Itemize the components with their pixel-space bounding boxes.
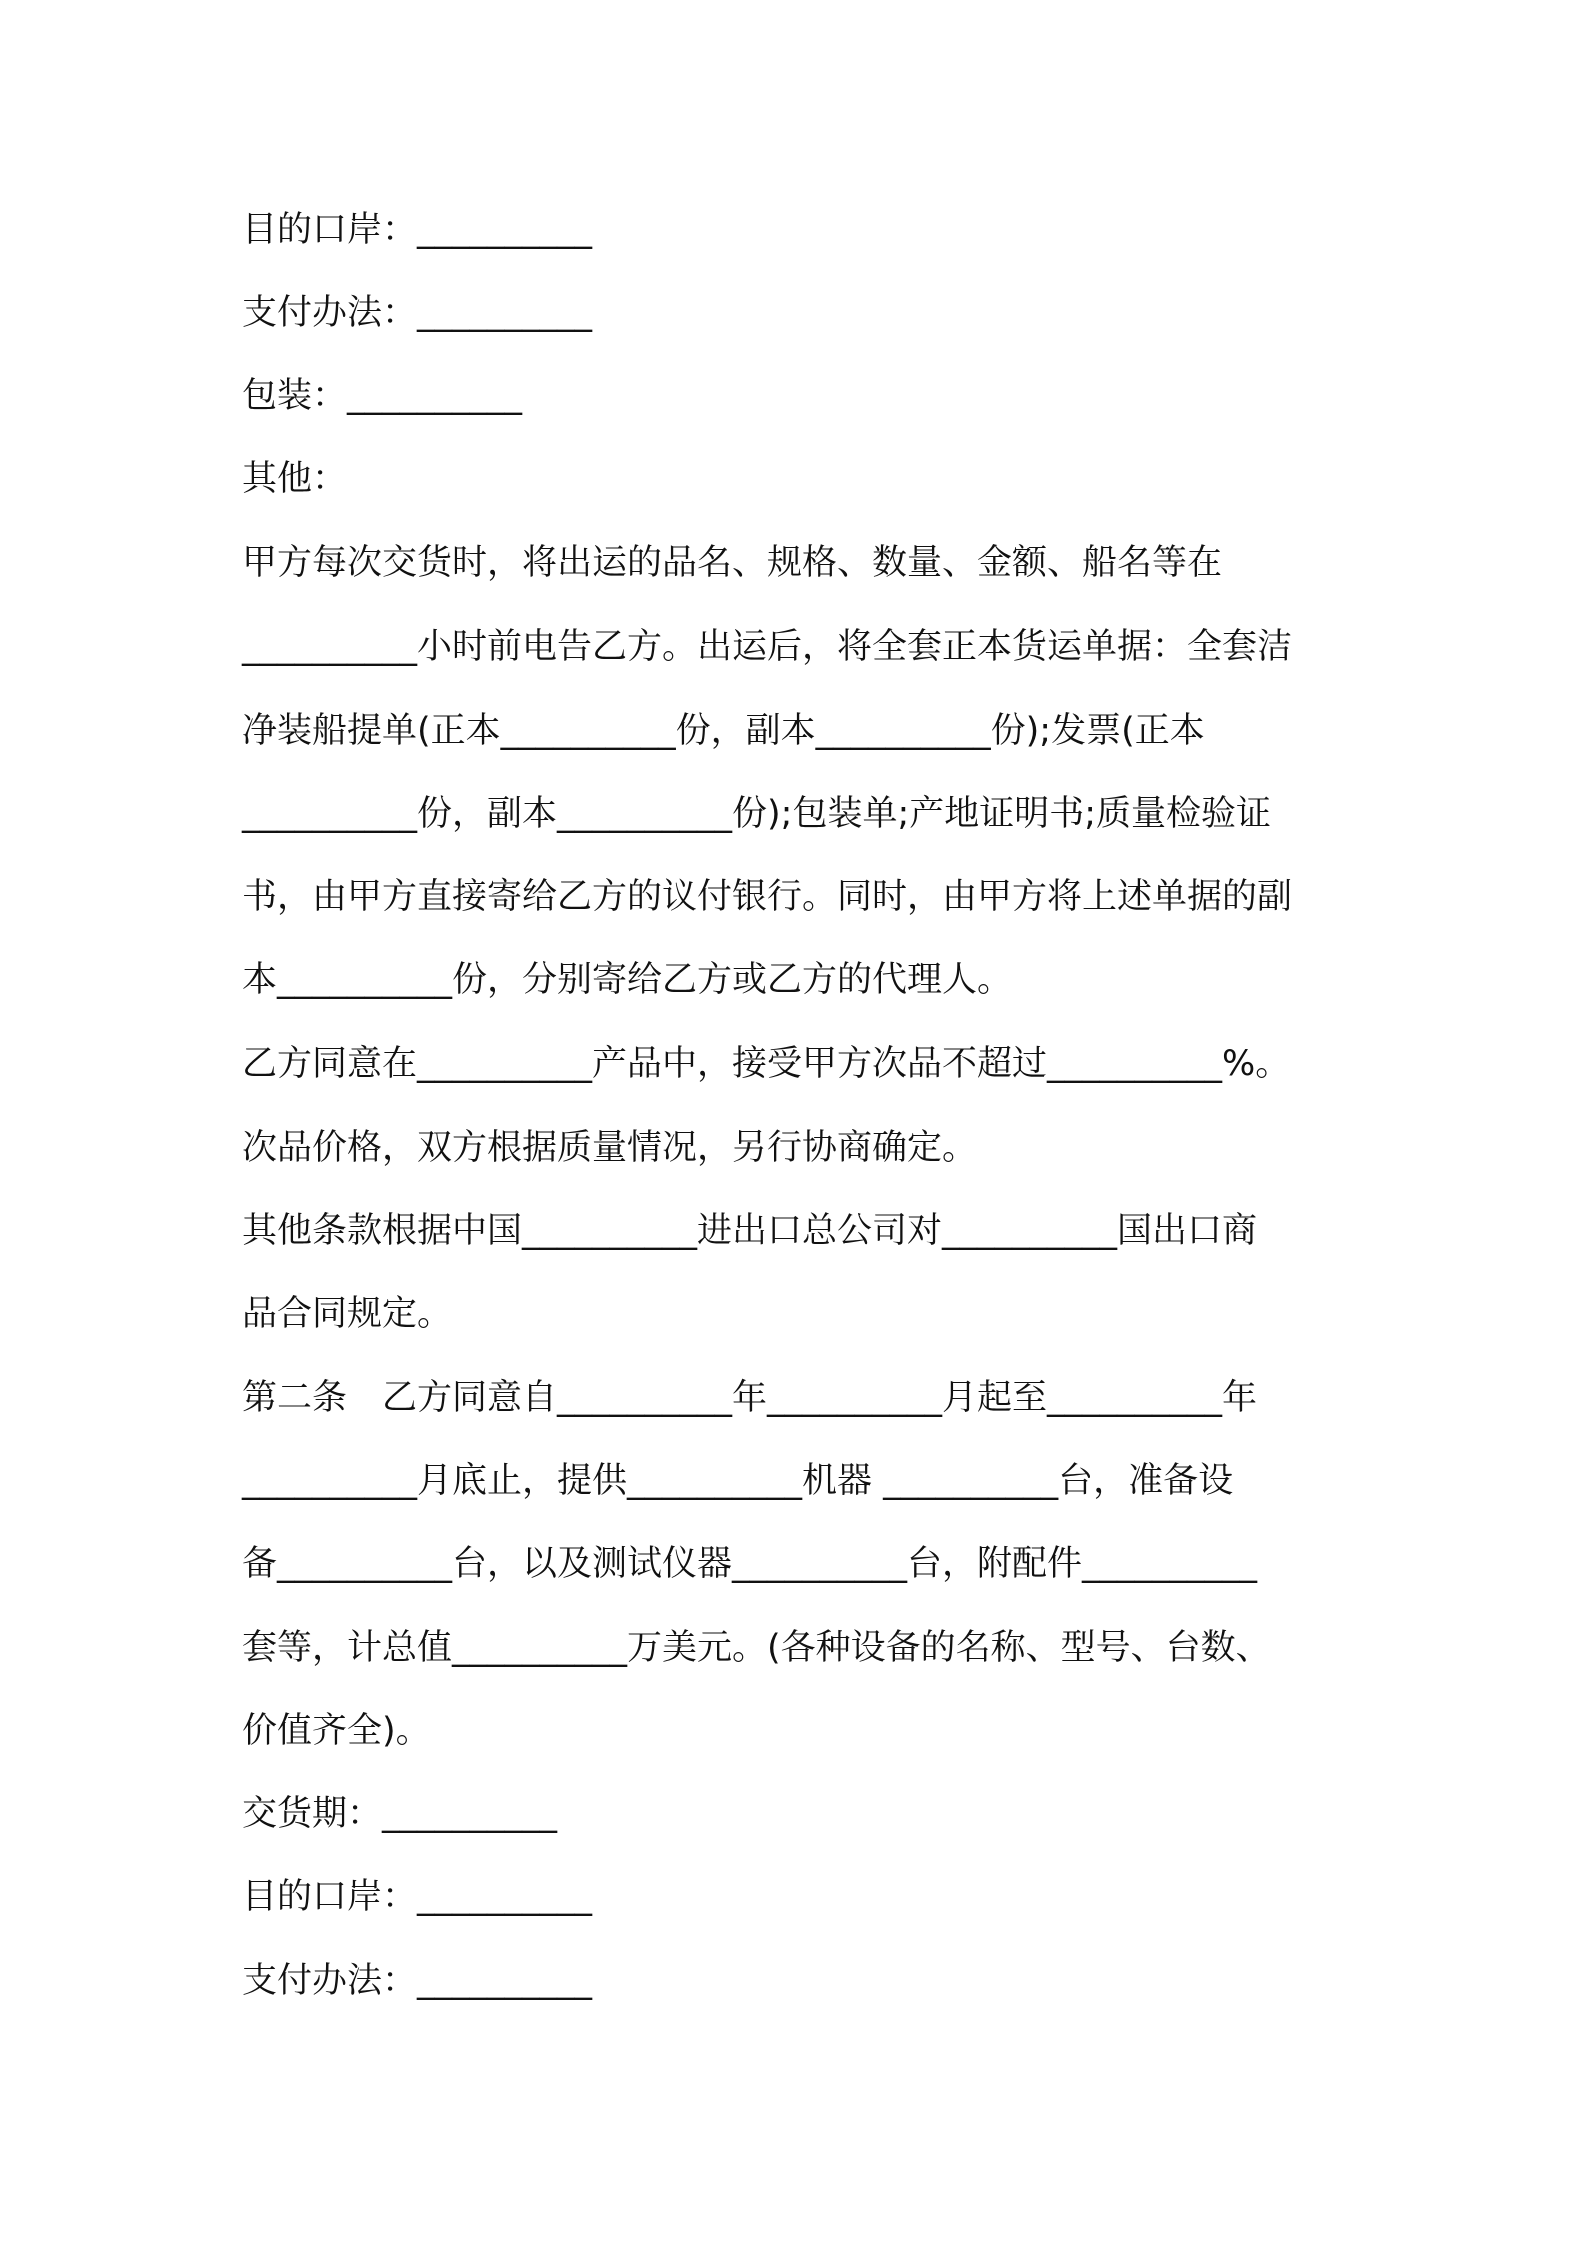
text-line: __________小时前电告乙方。出运后，将全套正本货运单据：全套洁 [242, 627, 1293, 667]
text-line: 目的口岸：__________ [242, 210, 593, 250]
text-line: 备__________台，以及测试仪器__________台，附配件__________ [242, 1544, 1258, 1584]
text-line: 甲方每次交货时，将出运的品名、规格、数量、金额、船名等在 [242, 543, 1223, 583]
text-line: 目的口岸：__________ [242, 1877, 593, 1917]
text-line: __________份，副本__________份);包装单;产地证明书;质量检验证 [242, 794, 1272, 834]
text-line: 支付办法：__________ [242, 293, 593, 333]
text-line: 支付办法：__________ [242, 1961, 593, 2001]
text-line: __________月底止，提供__________机器 __________台，准备设 [242, 1461, 1234, 1501]
text-line: 本__________份，分别寄给乙方或乙方的代理人。 [242, 960, 1013, 1000]
text-line: 其他： [242, 459, 348, 499]
text-line: 第二条 乙方同意自__________年__________月起至__________年 [242, 1378, 1258, 1418]
text-line: 次品价格，双方根据质量情况，另行协商确定。 [242, 1128, 978, 1168]
text-line: 净装船提单(正本__________份，副本__________份);发票(正本 [242, 711, 1205, 751]
text-line: 包装：__________ [242, 376, 523, 416]
text-line: 乙方同意在__________产品中，接受甲方次品不超过__________%。 [242, 1044, 1291, 1084]
text-line: 交货期：__________ [242, 1794, 558, 1834]
text-line: 其他条款根据中国__________进出口总公司对__________国出口商 [242, 1211, 1258, 1251]
text-line: 套等，计总值__________万美元。(各种设备的名称、型号、台数、 [242, 1628, 1271, 1668]
text-line: 书，由甲方直接寄给乙方的议付银行。同时，由甲方将上述单据的副 [242, 877, 1293, 917]
text-line: 品合同规定。 [242, 1294, 453, 1334]
text-line: 价值齐全)。 [242, 1711, 431, 1751]
